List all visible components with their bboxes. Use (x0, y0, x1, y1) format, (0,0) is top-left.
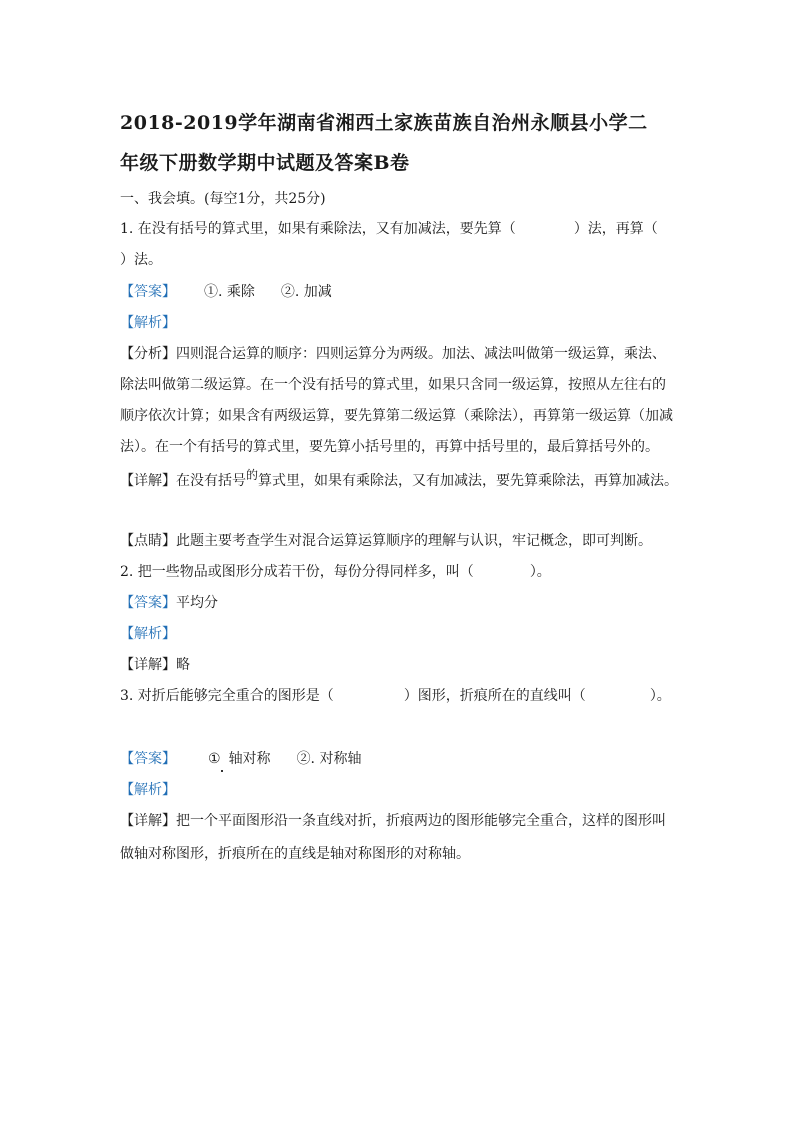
q3-stem-b: ）图形，折痕所在的直线叫（ (403, 688, 586, 704)
q3-answer-1-text: 轴对称 (228, 751, 271, 767)
q1-detail-de: 的 (246, 468, 259, 482)
detail-tag: 【详解】 (120, 473, 176, 489)
q1-answer (120, 281, 332, 301)
q1-detail-b: 算式里，如果有乘除法，又有加减法，要先算乘除法，再算加减法。 (258, 473, 679, 489)
q1-fenxi-line2: 除法叫做第二级运算。在一个没有括号的算式里，如果只含同一级运算，按照从左往右的 (120, 377, 666, 393)
q1-dianjing (120, 530, 652, 550)
answer-tag: 【答案】 (120, 595, 176, 611)
dianjing-tag: 【点睛】 (120, 533, 176, 549)
q1-detail (120, 470, 678, 490)
q2-analysis-tag: 【解析】 (120, 626, 176, 642)
q2-stem-a: 2. 把一些物品或图形分成若干份，每份分得同样多，叫（ (120, 564, 474, 580)
q1-fenxi-text-1: 四则混合运算的顺序：四则运算分为两级。加法、减法叫做第一级运算，乘法、 (176, 346, 666, 362)
q1-dianjing-text: 此题主要考查学生对混合运算运算顺序的理解与认识，牢记概念，即可判断。 (176, 533, 652, 549)
q1-answer-1: ①. 乘除 (204, 284, 255, 300)
stray-dot (221, 770, 223, 772)
q3-answer (120, 748, 361, 768)
q3-stem (120, 685, 671, 705)
q3-answer-1: ① (208, 751, 221, 767)
answer-tag: 【答案】 (120, 284, 176, 300)
q2-stem (120, 561, 551, 581)
q2-answer-text: 平均分 (176, 595, 218, 611)
q1-fenxi-line1 (120, 343, 666, 363)
q1-stem-b: ）法，再算（ (573, 221, 658, 237)
q1-stem (120, 218, 658, 238)
q2-stem-b: ）。 (529, 564, 551, 580)
q3-detail-line2: 做轴对称图形，折痕所在的直线是轴对称图形的对称轴。 (120, 846, 470, 862)
q1-fenxi-line3: 顺序依次计算；如果含有两级运算，要先算第二级运算（乘除法），再算第一级运算（加减 (120, 408, 673, 424)
doc-title-line1: 2018-2019学年湖南省湘西土家族苗族自治州永顺县小学二 (120, 112, 648, 134)
q3-stem-a: 3. 对折后能够完全重合的图形是（ (120, 688, 334, 704)
doc-title-line2: 年级下册数学期中试题及答案B卷 (120, 152, 410, 174)
q3-answer-2: ②. 对称轴 (296, 751, 362, 767)
q3-stem-c: ）。 (649, 688, 671, 704)
q1-stem-tail: ）法。 (120, 252, 162, 268)
q2-answer (120, 592, 218, 612)
q3-analysis-tag: 【解析】 (120, 782, 176, 798)
q1-answer-2: ②. 加减 (280, 284, 332, 300)
q3-detail-text-1: 把一个平面图形沿一条直线对折，折痕两边的图形能够完全重合，这样的图形叫 (176, 813, 666, 829)
q1-fenxi-line4: 法）。在一个有括号的算式里，要先算小括号里的，再算中括号里的，最后算括号外的。 (120, 439, 659, 455)
q1-analysis-tag: 【解析】 (120, 315, 176, 331)
section-heading: 一、我会填。(每空1分，共25分) (120, 191, 326, 207)
q2-detail-text: 略 (176, 657, 190, 673)
detail-tag: 【详解】 (120, 813, 176, 829)
q2-detail (120, 654, 190, 674)
q1-detail-a: 在没有括号 (176, 473, 246, 489)
fenxi-tag: 【分析】 (120, 346, 176, 362)
q1-stem-a: 1. 在没有括号的算式里，如果有乘除法，又有加减法，要先算（ (120, 221, 516, 237)
q3-detail-line1 (120, 810, 666, 830)
detail-tag: 【详解】 (120, 657, 176, 673)
answer-tag: 【答案】 (120, 751, 176, 767)
